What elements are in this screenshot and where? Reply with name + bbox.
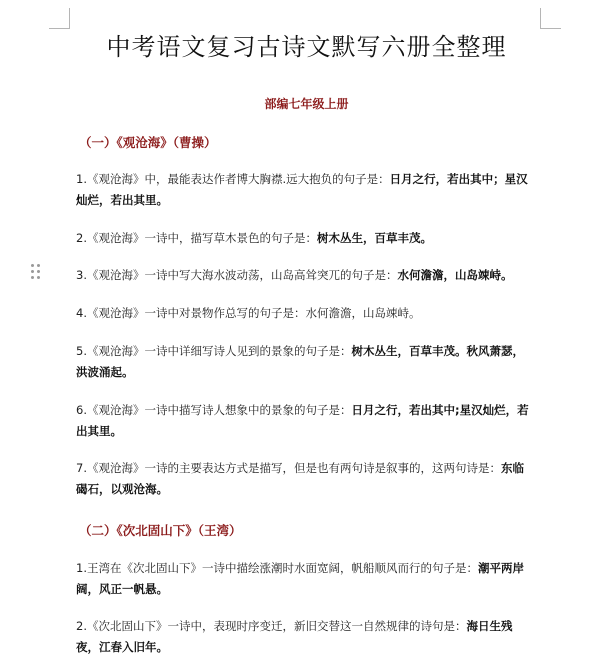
question-paragraph: [76, 400, 531, 442]
question-text: 2.《次北固山下》一诗中，表现时序变迁，新旧交替这一自然规律的诗句是：: [76, 619, 467, 633]
answer-text: 树木丛生，百草丰茂。秋风萧瑟，洪波涌起。: [76, 344, 524, 379]
answer-text: 树木丛生，百草丰茂。: [316, 231, 432, 245]
question-paragraph: [76, 228, 531, 249]
answer-text: 潮平两岸阔，风正一帆悬。: [76, 561, 524, 596]
section-heading-1: （一）《观沧海》（曹操）: [79, 135, 217, 150]
section-heading-2: （二）《次北固山下》（王湾）: [79, 523, 242, 538]
question-paragraph: [76, 341, 531, 383]
question-paragraph: [76, 303, 531, 324]
question-text: 1.《观沧海》中，最能表达作者博大胸襟.远大抱负的句子是：: [76, 172, 390, 186]
answer-text: 水何澹澹，山岛竦峙。: [397, 268, 513, 282]
document-subtitle: 部编七年级上册: [264, 97, 349, 111]
question-paragraph: [76, 169, 531, 211]
crop-mark-top-left: [49, 8, 70, 29]
question-text: 6.《观沧海》一诗中描写诗人想象中的景象的句子是：: [76, 403, 352, 417]
question-paragraph: [76, 458, 531, 500]
answer-text: 东临碣石，以观沧海。: [76, 461, 524, 496]
answer-text: 水何澹澹，山岛竦峙。: [305, 306, 421, 320]
question-text: 4.《观沧海》一诗中对景物作总写的句子是：: [76, 306, 306, 320]
answer-text: 日月之行，若出其中；星汉灿烂，若出其里。: [76, 172, 528, 207]
question-text: 7.《观沧海》一诗的主要表达方式是描写，但是也有两句诗是叙事的，这两句诗是：: [76, 461, 501, 475]
question-text: 2.《观沧海》一诗中，描写草木景色的句子是：: [76, 231, 317, 245]
question-paragraph: [76, 558, 531, 600]
crop-mark-top-right: [540, 8, 561, 29]
drag-handle-icon[interactable]: [31, 264, 41, 280]
document-title: 中考语文复习古诗文默写六册全整理: [106, 33, 507, 61]
question-text: 1.王湾在《次北固山下》一诗中描绘涨潮时水面宽阔，帆船顺风而行的句子是：: [76, 561, 478, 575]
answer-text: 日月之行，若出其中;星汉灿烂，若出其里。: [76, 403, 529, 438]
question-text: 3.《观沧海》一诗中写大海水波动荡，山岛高耸突兀的句子是：: [76, 268, 398, 282]
answer-text: 海日生残夜，江春入旧年。: [76, 619, 513, 654]
question-paragraph: [76, 265, 531, 286]
question-text: 5.《观沧海》一诗中详细写诗人见到的景象的句子是：: [76, 344, 352, 358]
